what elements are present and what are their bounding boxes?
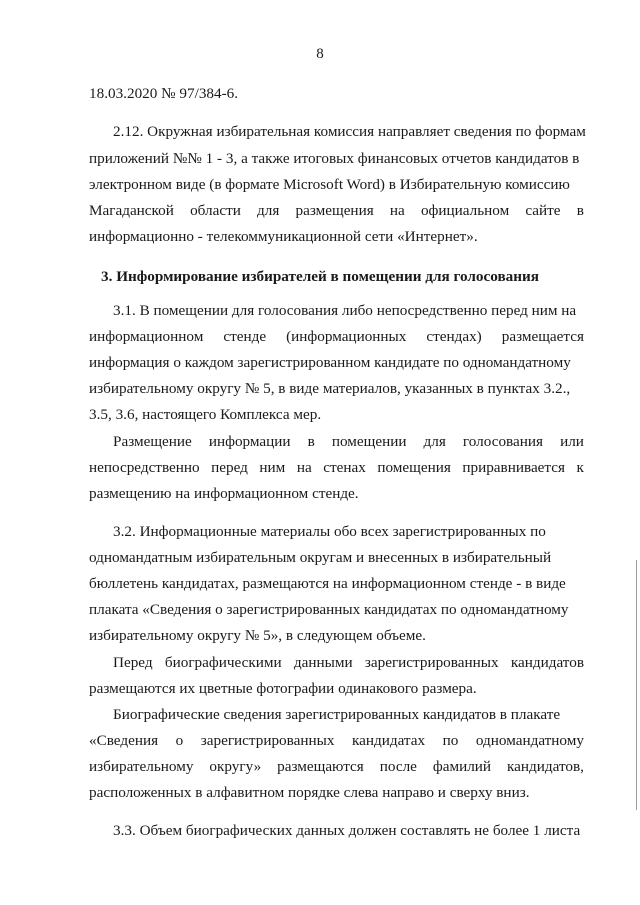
word: помещении	[331, 433, 407, 450]
word: официальном	[420, 202, 510, 219]
word: округу»	[209, 758, 262, 775]
paragraph-line: бюллетень кандидатах, размещаются на информационном стенде - в виде	[89, 575, 566, 592]
word: в	[576, 202, 584, 219]
word: сайте	[525, 202, 561, 219]
word: размещения	[295, 202, 374, 219]
paragraph-line	[89, 733, 584, 748]
word: стендах)	[426, 328, 482, 345]
word: информационном	[89, 328, 204, 345]
word: данными	[293, 654, 353, 671]
paragraph-line: одномандатным избирательным округам и внесенных в избирательный	[89, 549, 552, 566]
word: к	[576, 459, 584, 476]
paragraph-line	[89, 759, 584, 774]
paragraph-line: 2.12. Окружная избирательная комиссия направляет сведения по формам	[113, 123, 586, 140]
word: для	[257, 202, 280, 219]
paragraph-line	[89, 203, 584, 218]
word: или	[560, 433, 584, 450]
paragraph-line	[113, 655, 584, 670]
word: Перед	[113, 654, 153, 671]
paragraph-line: электронном виде (в формате Microsoft Word) в Избирательную комиссию	[89, 176, 570, 193]
word: кандидатах	[351, 732, 426, 749]
word: приравнивается	[462, 459, 565, 476]
word: по	[442, 732, 459, 749]
paragraph-line: 3.5, 3.6, настоящего Комплекса мер.	[89, 406, 322, 423]
word: непосредственно	[89, 459, 200, 476]
word: области	[190, 202, 241, 219]
paragraph-line: 3.2. Информационные материалы обо всех зарегистрированных по	[113, 523, 546, 540]
paragraph-line: приложений №№ 1 - 3, а также итоговых финансовых отчетов кандидатов в	[89, 150, 580, 167]
word: на	[296, 459, 312, 476]
paragraph-line	[89, 329, 584, 344]
word: размещается	[501, 328, 584, 345]
paragraph-line: Биографические сведения зарегистрированных кандидатов в плакате	[113, 706, 561, 723]
word: стенах	[323, 459, 366, 476]
paragraph-line: размещаются их цветные фотографии одинакового размера.	[89, 680, 477, 697]
word: голосования	[462, 433, 544, 450]
word: стенде	[223, 328, 267, 345]
word: для	[423, 433, 446, 450]
word: одномандатному	[475, 732, 584, 749]
word: (информационных	[286, 328, 407, 345]
word: зарегистрированных	[364, 654, 499, 671]
section-heading: 3. Информирование избирателей в помещении для голосования	[101, 268, 539, 285]
word: фамилий	[432, 758, 492, 775]
paragraph-line: информация о каждом зарегистрированном кандидате по одномандатному	[89, 354, 571, 371]
paragraph-line: избирательному округу № 5, в виде материалов, указанных в пунктах 3.2.,	[89, 380, 571, 397]
word: кандидатов,	[507, 758, 584, 775]
word: после	[379, 758, 417, 775]
word: в	[307, 433, 315, 450]
word: информации	[208, 433, 291, 450]
word: Размещение	[113, 433, 192, 450]
word: перед	[211, 459, 248, 476]
paragraph-line: расположенных в алфавитном порядке слева направо и сверху вниз.	[89, 784, 530, 801]
word: размещаются	[277, 758, 364, 775]
paragraph-line	[89, 460, 584, 475]
page-number: 8	[316, 46, 324, 62]
word: помещения	[377, 459, 451, 476]
paragraph-line: 3.3. Объем биографических данных должен составлять не более 1 листа	[113, 822, 581, 839]
paragraph-line: размещению на информационном стенде.	[89, 485, 359, 502]
word: кандидатов	[510, 654, 584, 671]
word: о	[175, 732, 184, 749]
word: ним	[259, 459, 286, 476]
scan-edge-mark	[636, 560, 637, 810]
paragraph-line: плаката «Сведения о зарегистрированных кандидатах по одномандатному	[89, 601, 569, 618]
paragraph-line: 3.1. В помещении для голосования либо непосредственно перед ним на	[113, 302, 577, 319]
word: зарегистрированных	[200, 732, 335, 749]
word: на	[389, 202, 405, 219]
intro-line: 18.03.2020 № 97/384-6.	[89, 85, 239, 102]
word: избирательному	[89, 758, 194, 775]
paragraph-line: информационно - телекоммуникационной сети «Интернет».	[89, 228, 478, 245]
word: биографическими	[164, 654, 282, 671]
paragraph-line: избирательному округу № 5», в следующем объеме.	[89, 627, 426, 644]
word: «Сведения	[89, 732, 159, 749]
word: Магаданской	[89, 202, 174, 219]
paragraph-line	[113, 434, 584, 449]
